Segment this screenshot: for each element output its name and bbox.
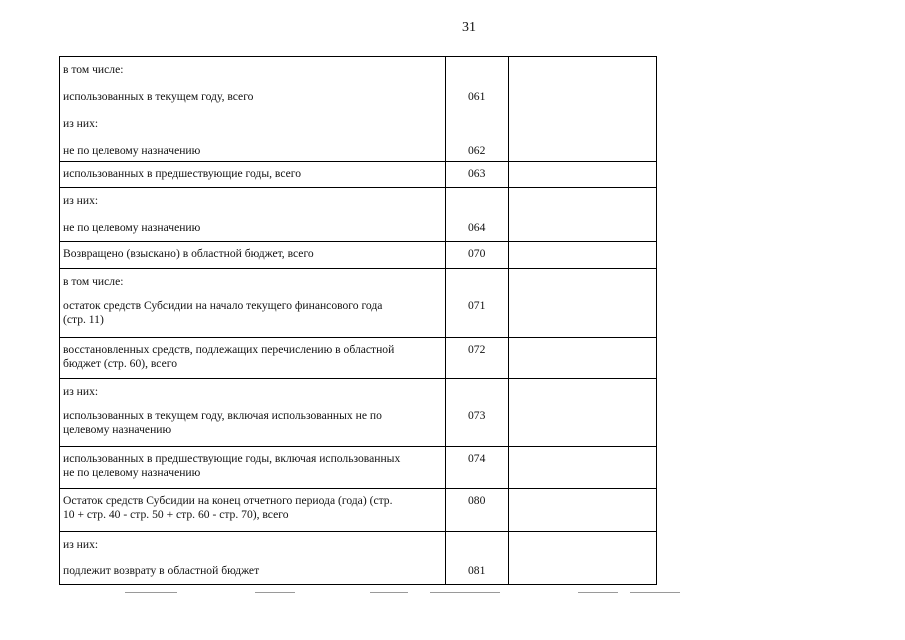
row-label-cell (60, 188, 446, 242)
scan-artifact-line (255, 592, 295, 593)
row-label-line: Остаток средств Субсидии на конец отчетного периода (года) (стр. (63, 494, 393, 507)
table-row (60, 162, 657, 188)
row-value-cell (508, 379, 656, 447)
report-table (59, 56, 657, 585)
row-label-cell (60, 242, 446, 269)
row-label-line: остаток средств Субсидии на начало текущего финансового года (63, 299, 383, 312)
row-code: 073 (467, 409, 486, 422)
row-code: 063 (467, 167, 486, 180)
row-code: 081 (467, 564, 486, 577)
table-row (60, 379, 657, 447)
row-code-cell (445, 162, 508, 188)
row-label-cell (60, 379, 446, 447)
row-label-line: не по целевому назначению (63, 144, 201, 157)
row-label-line: из них: (63, 117, 99, 130)
row-label-line: из них: (63, 538, 99, 551)
row-code: 074 (467, 452, 486, 465)
row-label-cell (60, 57, 446, 162)
row-code: 072 (467, 343, 486, 356)
row-label-line: 10 + стр. 40 - стр. 50 + стр. 60 - стр. 70), всего (63, 508, 289, 521)
row-value-cell (508, 489, 656, 532)
row-value-cell (508, 188, 656, 242)
row-label-cell (60, 447, 446, 489)
row-code-cell (445, 242, 508, 269)
row-label-cell (60, 489, 446, 532)
row-label-line: из них: (63, 194, 99, 207)
table-row (60, 188, 657, 242)
page-number: 31 (462, 20, 476, 35)
table-row (60, 242, 657, 269)
row-label-line: целевому назначению (63, 423, 172, 436)
row-code-cell (445, 188, 508, 242)
row-code: 062 (467, 144, 486, 157)
scan-artifact-line (578, 592, 618, 593)
row-code: 071 (467, 299, 486, 312)
row-label-line: использованных в текущем году, включая использованных не по (63, 409, 382, 422)
row-label-cell (60, 162, 446, 188)
row-label-cell (60, 269, 446, 338)
row-code: 080 (467, 494, 486, 507)
row-code-cell (445, 57, 508, 162)
row-label-line: не по целевому назначению (63, 221, 201, 234)
scan-artifact-line (370, 592, 408, 593)
row-value-cell (508, 57, 656, 162)
table-row (60, 338, 657, 379)
table-row (60, 489, 657, 532)
scan-artifact-line (630, 592, 680, 593)
row-label-line: из них: (63, 385, 99, 398)
row-label-line: использованных в предшествующие годы, всего (63, 167, 302, 180)
row-code-cell (445, 447, 508, 489)
row-label-line: бюджет (стр. 60), всего (63, 357, 178, 370)
row-label-line: в том числе: (63, 63, 124, 76)
row-label-line: в том числе: (63, 275, 124, 288)
scan-artifact-line (430, 592, 500, 593)
row-code: 061 (467, 90, 486, 103)
row-code-cell (445, 532, 508, 585)
row-label-line: Возвращено (взыскано) в областной бюджет, всего (63, 247, 314, 260)
row-code: 064 (467, 221, 486, 234)
row-value-cell (508, 338, 656, 379)
row-code-cell (445, 489, 508, 532)
row-value-cell (508, 269, 656, 338)
row-label-line: подлежит возврату в областной бюджет (63, 564, 260, 577)
table-row (60, 269, 657, 338)
row-label-cell (60, 532, 446, 585)
row-value-cell (508, 532, 656, 585)
row-code-cell (445, 338, 508, 379)
table-row (60, 532, 657, 585)
table-row (60, 57, 657, 162)
row-label-line: (стр. 11) (63, 313, 104, 326)
row-label-cell (60, 338, 446, 379)
row-label-line: использованных в предшествующие годы, включая использованных (63, 452, 401, 465)
row-code: 070 (467, 247, 486, 260)
row-code-cell (445, 269, 508, 338)
row-value-cell (508, 447, 656, 489)
row-label-line: не по целевому назначению (63, 466, 201, 479)
table-row (60, 447, 657, 489)
scan-artifact-line (125, 592, 177, 593)
row-value-cell (508, 162, 656, 188)
row-label-line: использованных в текущем году, всего (63, 90, 254, 103)
row-code-cell (445, 379, 508, 447)
row-label-line: восстановленных средств, подлежащих перечислению в областной (63, 343, 395, 356)
row-value-cell (508, 242, 656, 269)
